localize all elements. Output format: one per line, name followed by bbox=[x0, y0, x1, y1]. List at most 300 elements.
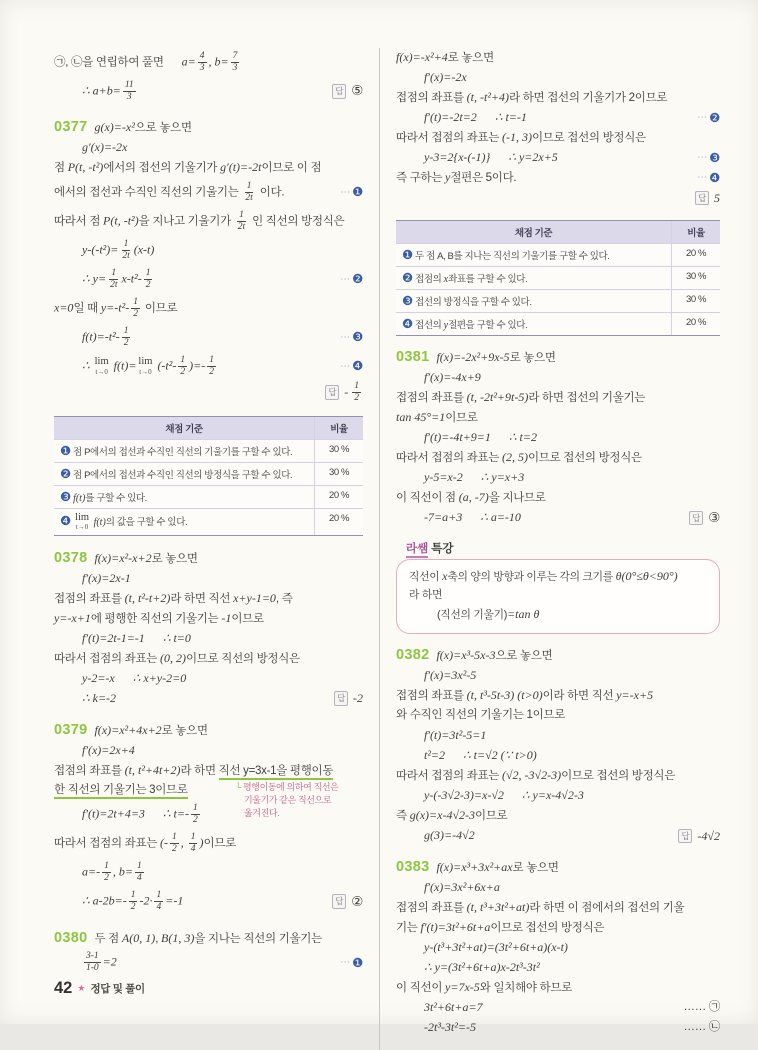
solution-line bbox=[396, 826, 720, 846]
math-expression: f(x)=-2x²+9x-5 bbox=[436, 350, 510, 365]
solution-block bbox=[396, 348, 720, 528]
left-column bbox=[54, 48, 380, 1050]
solution-line bbox=[54, 829, 363, 858]
solution-line bbox=[396, 348, 720, 368]
line-body bbox=[409, 568, 707, 585]
math-expression: ∴ y=x-4√2-3 bbox=[521, 788, 584, 803]
limit-notation bbox=[138, 357, 152, 376]
step-number-icon: ❸ bbox=[352, 330, 363, 345]
math-expression: ∴ x+y-2=0 bbox=[132, 670, 187, 685]
fraction-numerator: 1 bbox=[180, 355, 186, 366]
text: 접점의 좌표를 bbox=[396, 902, 467, 915]
math-expression: x-t²- bbox=[121, 271, 142, 286]
math-expression: A(0, 1) bbox=[121, 930, 156, 945]
text: 따라서 접점의 좌표는 bbox=[396, 452, 502, 465]
solution-line bbox=[396, 686, 720, 706]
grading-table-row bbox=[54, 439, 363, 462]
fraction bbox=[352, 381, 361, 404]
solution-line bbox=[54, 118, 363, 138]
solution-line bbox=[54, 381, 363, 404]
solution-line bbox=[54, 948, 363, 977]
grading-criterion bbox=[54, 486, 314, 508]
footer-label: 정답 및 풀이 bbox=[90, 983, 145, 995]
right-column bbox=[380, 48, 720, 1050]
fraction bbox=[178, 355, 187, 378]
math-expression: f′(x)=3x²-5 bbox=[424, 668, 477, 683]
math-expression: (0, 2) bbox=[159, 650, 186, 665]
text: 접점의 좌표를 bbox=[54, 764, 125, 777]
fraction bbox=[135, 861, 144, 884]
grading-table-row bbox=[396, 289, 720, 312]
text: 라 하면 직선 bbox=[170, 592, 234, 605]
solution-line bbox=[54, 207, 363, 236]
fraction-denominator: 2 bbox=[209, 367, 214, 377]
math-expression: θ(0°≤θ<90°) bbox=[615, 569, 678, 584]
text: 점 P에서의 접선과 수직인 직선의 기울기를 구할 수 있다. bbox=[70, 446, 293, 458]
dots-icon: ⋯ bbox=[340, 331, 352, 343]
solution-line bbox=[54, 236, 363, 265]
grading-table-header bbox=[54, 417, 363, 439]
text: 따라서 접점의 좌표는 bbox=[54, 837, 160, 850]
solution-line bbox=[396, 706, 720, 726]
fraction-numerator: 1 bbox=[171, 832, 177, 843]
solution-line bbox=[396, 746, 720, 766]
solution-line bbox=[54, 760, 363, 780]
solution-line bbox=[396, 508, 720, 528]
solution-line bbox=[396, 786, 720, 806]
step-number-icon: ❷ bbox=[402, 271, 413, 285]
solution-line bbox=[54, 158, 363, 178]
math-expression: ∴ t=0 bbox=[162, 630, 191, 645]
text: 점 P에서의 접선과 수직인 직선의 방정식을 구할 수 있다. bbox=[70, 469, 293, 481]
line-mark bbox=[691, 171, 720, 185]
line-body bbox=[82, 239, 363, 262]
step-number-icon: ❶ bbox=[402, 248, 413, 262]
answer-tag-icon: 답 bbox=[334, 691, 348, 706]
solution-line bbox=[396, 68, 720, 88]
fraction-denominator: 2 bbox=[104, 873, 109, 884]
math-expression: y-5=x-2 bbox=[424, 470, 463, 485]
fraction-denominator: 2 bbox=[354, 392, 359, 403]
math-expression: f(t) bbox=[91, 516, 106, 528]
solution-line bbox=[396, 108, 720, 128]
line-body bbox=[424, 109, 691, 127]
math-expression: -2· bbox=[139, 893, 153, 908]
math-expression: , bbox=[180, 835, 187, 850]
solution-line bbox=[54, 352, 363, 381]
solution-block bbox=[54, 720, 363, 916]
math-expression: ∴ y= bbox=[82, 271, 107, 286]
text: 라 하면 접선의 기울기는 bbox=[528, 392, 646, 405]
solution-line bbox=[396, 148, 720, 168]
text: 로 놓으면 bbox=[512, 862, 559, 875]
text: 에서의 접선의 기울기가 bbox=[103, 162, 221, 175]
fraction-denominator: 2 bbox=[123, 338, 129, 348]
page-number: 42 bbox=[54, 979, 73, 997]
grading-table bbox=[396, 220, 720, 336]
tip-label: 특강 bbox=[431, 543, 454, 555]
fraction bbox=[123, 80, 136, 103]
grading-criterion bbox=[54, 509, 314, 536]
fraction-denominator: 2t bbox=[110, 280, 118, 290]
answer-choice: ② bbox=[351, 893, 363, 909]
fraction-denominator: 4 bbox=[190, 844, 196, 855]
math-expression: -2t³-3t²=-5 bbox=[424, 1020, 476, 1035]
note-line: 옮겨진다. bbox=[244, 808, 280, 819]
line-body bbox=[424, 747, 720, 765]
step-number-icon: ❷ bbox=[352, 272, 363, 287]
text: 이므로 bbox=[231, 612, 264, 625]
grading-table-row bbox=[54, 485, 363, 508]
line-body bbox=[437, 606, 707, 623]
fraction bbox=[131, 297, 140, 320]
text: (직선의 기울기) bbox=[437, 609, 508, 622]
fraction-denominator: 3 bbox=[199, 63, 205, 73]
solution-line bbox=[54, 48, 363, 77]
fraction bbox=[84, 951, 101, 974]
line-mark bbox=[334, 956, 363, 970]
math-expression: f′(x)=3x²+6x+a bbox=[424, 880, 500, 895]
text: 와 수직인 직선의 기울기는 1이므로 bbox=[396, 709, 566, 722]
solution-line bbox=[54, 740, 363, 760]
line-mark bbox=[334, 273, 363, 287]
fraction-numerator: 1 bbox=[246, 181, 252, 192]
line-body bbox=[424, 727, 720, 745]
text: 이므로 bbox=[203, 837, 236, 850]
text: 이므로 bbox=[475, 810, 508, 823]
line-body bbox=[396, 979, 720, 997]
solution-line bbox=[396, 168, 720, 188]
line-body bbox=[396, 409, 720, 427]
math-expression: ∴ t=2 bbox=[508, 430, 537, 445]
text: 을 지나므로 bbox=[488, 492, 546, 505]
problem-number: 0382 bbox=[396, 647, 430, 664]
solution-line bbox=[409, 586, 707, 605]
line-mark bbox=[334, 186, 363, 200]
fraction bbox=[144, 268, 153, 291]
problem-number: 0381 bbox=[396, 349, 430, 366]
math-expression: y-(-3√2-3)=x-√2 bbox=[424, 788, 504, 803]
text: 와 일치해야 하므로 bbox=[479, 982, 573, 995]
grading-table-row bbox=[54, 508, 363, 536]
math-expression: ∴ a-2b=- bbox=[82, 893, 127, 908]
line-body bbox=[424, 879, 720, 897]
text: 에서의 접선과 수직인 직선의 기울기는 bbox=[54, 186, 242, 199]
solution-line bbox=[396, 428, 720, 448]
math-expression: (t, t³-5t-3) (t>0) bbox=[466, 688, 543, 703]
text bbox=[71, 517, 73, 528]
text: 으로 놓으면 bbox=[134, 122, 192, 135]
step-arrow-mark bbox=[340, 273, 363, 287]
solution-line bbox=[409, 605, 707, 624]
math-expression: (- bbox=[159, 835, 168, 850]
text: 즉 bbox=[396, 810, 410, 823]
text: , 즉 bbox=[275, 592, 293, 605]
line-body bbox=[82, 670, 363, 688]
text: 라 하면 접선의 기울기가 2이므로 bbox=[509, 92, 668, 105]
math-expression: f(x)=x²+4x+2 bbox=[94, 722, 162, 737]
line-mark bbox=[326, 893, 363, 911]
line-body bbox=[436, 859, 720, 877]
limit-subscript: t→0 bbox=[139, 367, 152, 376]
math-expression: -4√2 bbox=[697, 828, 720, 843]
solution-block bbox=[396, 48, 720, 208]
math-expression: f(t) bbox=[73, 492, 86, 504]
answer-tag-icon: 답 bbox=[325, 385, 339, 400]
math-expression: f(x)=-x²+4 bbox=[396, 50, 448, 65]
dots-icon: ⋯ bbox=[340, 186, 352, 198]
text: 인 직선의 방정식은 bbox=[249, 215, 345, 228]
dots-icon: ⋯ bbox=[340, 273, 352, 285]
line-body bbox=[82, 80, 326, 103]
step-arrow-mark bbox=[340, 186, 363, 200]
line-body bbox=[424, 827, 672, 845]
limit-subscript: t→0 bbox=[75, 523, 89, 532]
text: 점 bbox=[54, 162, 68, 175]
text: 따라서 접점의 좌표는 bbox=[396, 770, 502, 783]
fraction-denominator: 3 bbox=[232, 63, 238, 73]
math-expression: )=- bbox=[189, 358, 206, 373]
step-arrow-mark bbox=[340, 360, 363, 374]
step-arrow-mark bbox=[697, 111, 720, 125]
problem-number: 0383 bbox=[396, 859, 430, 876]
fraction-numerator: 1 bbox=[209, 355, 214, 366]
math-expression: g′(t)=-2t bbox=[220, 160, 262, 175]
dots-icon: ⋯ bbox=[697, 172, 709, 184]
solution-line bbox=[396, 388, 720, 408]
text: 기는 bbox=[396, 922, 421, 935]
math-expression: g(3)=-4√2 bbox=[424, 828, 475, 843]
solution-line bbox=[396, 878, 720, 898]
grading-ratio-header: 비율 bbox=[314, 417, 363, 439]
fraction-denominator: 2t bbox=[122, 251, 130, 261]
text: 따라서 접점의 좌표는 bbox=[54, 652, 160, 665]
note-line: └ 평행이동에 의하여 직선은 bbox=[235, 782, 339, 793]
fraction-denominator: 2 bbox=[130, 902, 136, 913]
text: 라 하면 bbox=[180, 764, 219, 777]
text: 축의 양의 방향과 이루는 각의 크기를 bbox=[447, 571, 616, 584]
solution-line bbox=[396, 408, 720, 428]
fraction-numerator: 1 bbox=[239, 210, 244, 221]
fraction bbox=[120, 239, 131, 262]
answer-tag-icon: 답 bbox=[332, 894, 346, 909]
math-expression: ∴ bbox=[82, 358, 93, 373]
math-expression: ∴ t=-1 bbox=[494, 110, 527, 125]
text: 로 놓으면 bbox=[509, 352, 556, 365]
fraction-numerator: 1 bbox=[145, 268, 151, 279]
text: …… ㉡ bbox=[683, 1021, 720, 1034]
text: 즉 구하는 bbox=[396, 172, 446, 185]
answer-choice: ⑤ bbox=[351, 83, 363, 99]
text: 이므로 이 점 bbox=[261, 162, 322, 175]
dots-icon: ⋯ bbox=[697, 152, 709, 164]
math-expression: 5 bbox=[714, 190, 720, 205]
grading-ratio: 30 % bbox=[671, 267, 720, 289]
math-expression: ∴ y=(3t²+6t+a)x-2t³-3t² bbox=[424, 960, 540, 975]
solution-line bbox=[54, 720, 363, 740]
fraction bbox=[207, 355, 216, 378]
math-expression: (t, t²+4t+2) bbox=[124, 762, 181, 777]
math-expression: ∴ t=- bbox=[162, 806, 189, 821]
answer-tag-icon: 답 bbox=[678, 829, 692, 844]
line-mark bbox=[691, 111, 720, 125]
line-body bbox=[424, 999, 678, 1017]
math-expression: =-1 bbox=[165, 893, 184, 908]
solution-line bbox=[54, 800, 363, 829]
fraction-denominator: 2 bbox=[171, 844, 177, 855]
line-mark bbox=[678, 1000, 721, 1016]
line-mark bbox=[326, 82, 363, 100]
grading-criterion bbox=[396, 267, 671, 289]
line-body bbox=[396, 767, 720, 785]
fraction-numerator: 1 bbox=[104, 861, 109, 872]
line-mark bbox=[672, 828, 720, 844]
line-body bbox=[396, 919, 720, 937]
text: 이 직선이 bbox=[396, 982, 446, 995]
line-body bbox=[82, 326, 334, 349]
math-expression: x=0 bbox=[54, 300, 74, 315]
math-expression: x+y-1=0 bbox=[233, 590, 276, 605]
line-body bbox=[94, 119, 363, 137]
grading-criterion bbox=[396, 290, 671, 312]
step-number-icon: ❹ bbox=[60, 513, 71, 528]
line-body bbox=[54, 590, 363, 608]
math-expression: f′(t)=-2t=2 bbox=[424, 110, 477, 125]
solution-line bbox=[54, 887, 363, 916]
grading-table-row bbox=[396, 312, 720, 335]
line-body bbox=[436, 647, 720, 665]
solution-line bbox=[54, 928, 363, 948]
line-mark bbox=[334, 331, 363, 345]
math-expression: =tan θ bbox=[507, 607, 540, 622]
math-expression: 3t²+6t+a=7 bbox=[424, 1000, 483, 1015]
solution-line bbox=[396, 666, 720, 686]
text: 두 점 bbox=[94, 932, 122, 945]
math-expression: y-(t³+3t²+at)=(3t²+6t+a)(x-t) bbox=[424, 940, 568, 955]
fraction-denominator: 2t bbox=[245, 193, 253, 203]
step-number-icon: ❸ bbox=[709, 150, 720, 165]
fraction-denominator: 2 bbox=[192, 815, 198, 826]
line-body bbox=[54, 159, 363, 177]
line-body bbox=[396, 899, 720, 917]
line-body bbox=[82, 690, 328, 708]
dots-icon: ⋯ bbox=[340, 360, 352, 372]
line-body bbox=[424, 469, 720, 487]
two-column-layout bbox=[54, 48, 720, 1050]
text: …… ㉠ bbox=[683, 1001, 720, 1014]
math-expression: (-t²- bbox=[154, 358, 177, 373]
fraction-denominator: 1-0 bbox=[86, 963, 99, 974]
line-mark bbox=[691, 151, 720, 165]
solution-line bbox=[396, 806, 720, 826]
line-body bbox=[54, 610, 363, 628]
math-expression: ∴ t=√2 (∵ t>0) bbox=[463, 748, 537, 763]
line-body bbox=[396, 687, 720, 705]
line-body bbox=[396, 449, 720, 467]
text: 을 지나는 직선의 기울기는 bbox=[194, 932, 322, 945]
answer-tag-icon: 답 bbox=[332, 84, 346, 99]
text: 이므로 bbox=[141, 302, 178, 315]
math-expression: g′(x)=-2x bbox=[82, 140, 128, 155]
math-expression: a= bbox=[181, 54, 196, 69]
text: 이므로 접선의 방정식은 bbox=[527, 452, 642, 465]
fraction-numerator: 1 bbox=[123, 239, 129, 250]
line-body bbox=[424, 509, 683, 527]
fraction bbox=[189, 832, 198, 855]
fraction bbox=[243, 181, 254, 204]
math-expression: y=-x+5 bbox=[616, 688, 654, 703]
fraction bbox=[231, 51, 240, 74]
math-expression: (t, t³+3t²+at) bbox=[466, 900, 530, 915]
dots-icon: ⋯ bbox=[340, 957, 352, 969]
grading-criteria-header: 채점 기준 bbox=[514, 228, 553, 239]
math-expression: y-2=-x bbox=[82, 670, 115, 685]
line-body bbox=[54, 181, 334, 204]
math-expression: =2 bbox=[102, 954, 117, 969]
problem-number: 0377 bbox=[54, 119, 88, 136]
solution-block bbox=[54, 928, 363, 977]
fraction-numerator: 1 bbox=[111, 268, 117, 279]
math-expression: -7=a+3 bbox=[424, 510, 463, 525]
solution-block bbox=[54, 548, 363, 708]
line-body bbox=[396, 49, 720, 67]
math-expression: , b= bbox=[112, 864, 133, 879]
solution-block bbox=[396, 858, 720, 1038]
math-expression: ) bbox=[199, 835, 204, 850]
solution-line bbox=[396, 48, 720, 68]
math-expression: x bbox=[443, 274, 449, 285]
text: 이므로 bbox=[445, 412, 478, 425]
step-number-icon: ❹ bbox=[352, 359, 363, 374]
math-expression: (2, 5) bbox=[501, 450, 528, 465]
problem-number: 0380 bbox=[54, 929, 88, 946]
text: 이므로 접선의 방정식은 bbox=[490, 922, 605, 935]
grading-criterion bbox=[396, 244, 671, 266]
math-expression: (x-t) bbox=[133, 242, 155, 257]
fraction-numerator: 1 bbox=[130, 890, 136, 901]
math-expression: y=-x+1 bbox=[54, 610, 91, 625]
fraction bbox=[170, 832, 179, 855]
grading-table bbox=[54, 416, 363, 537]
line-mark bbox=[334, 360, 363, 374]
text: 로 놓으면 bbox=[161, 724, 208, 737]
grading-ratio: 30 % bbox=[671, 290, 720, 312]
math-expression: y bbox=[443, 320, 449, 331]
text: 접선의 bbox=[412, 320, 444, 331]
fraction-denominator: 2 bbox=[145, 280, 151, 290]
text: 따라서 접점의 좌표는 bbox=[396, 132, 502, 145]
math-expression: x bbox=[442, 569, 448, 584]
line-body bbox=[94, 930, 363, 948]
note-connector-icon: └ bbox=[235, 782, 241, 793]
line-mark bbox=[328, 690, 363, 706]
line-body bbox=[396, 708, 720, 724]
math-expression: - bbox=[344, 385, 349, 400]
text: 접점의 좌표를 bbox=[54, 592, 125, 605]
math-expression: ∴ y=2x+5 bbox=[508, 150, 558, 165]
text: 두 점 A, B를 지나는 직선의 기울기를 구할 수 있다. bbox=[412, 251, 610, 262]
text: ㉠, ㉡을 연립하여 풀면 bbox=[54, 56, 164, 69]
math-expression: y-3=2{x-(-1)} bbox=[424, 150, 491, 165]
math-expression: ∴ a=-10 bbox=[480, 510, 521, 525]
line-body bbox=[424, 787, 720, 805]
line-body bbox=[54, 51, 363, 74]
star-icon: ★ bbox=[77, 983, 86, 993]
line-body bbox=[396, 89, 720, 107]
grading-ratio: 30 % bbox=[314, 463, 363, 485]
step-number-icon: ❶ bbox=[352, 185, 363, 200]
text: 에 평행한 직선의 기울기는 bbox=[90, 612, 222, 625]
